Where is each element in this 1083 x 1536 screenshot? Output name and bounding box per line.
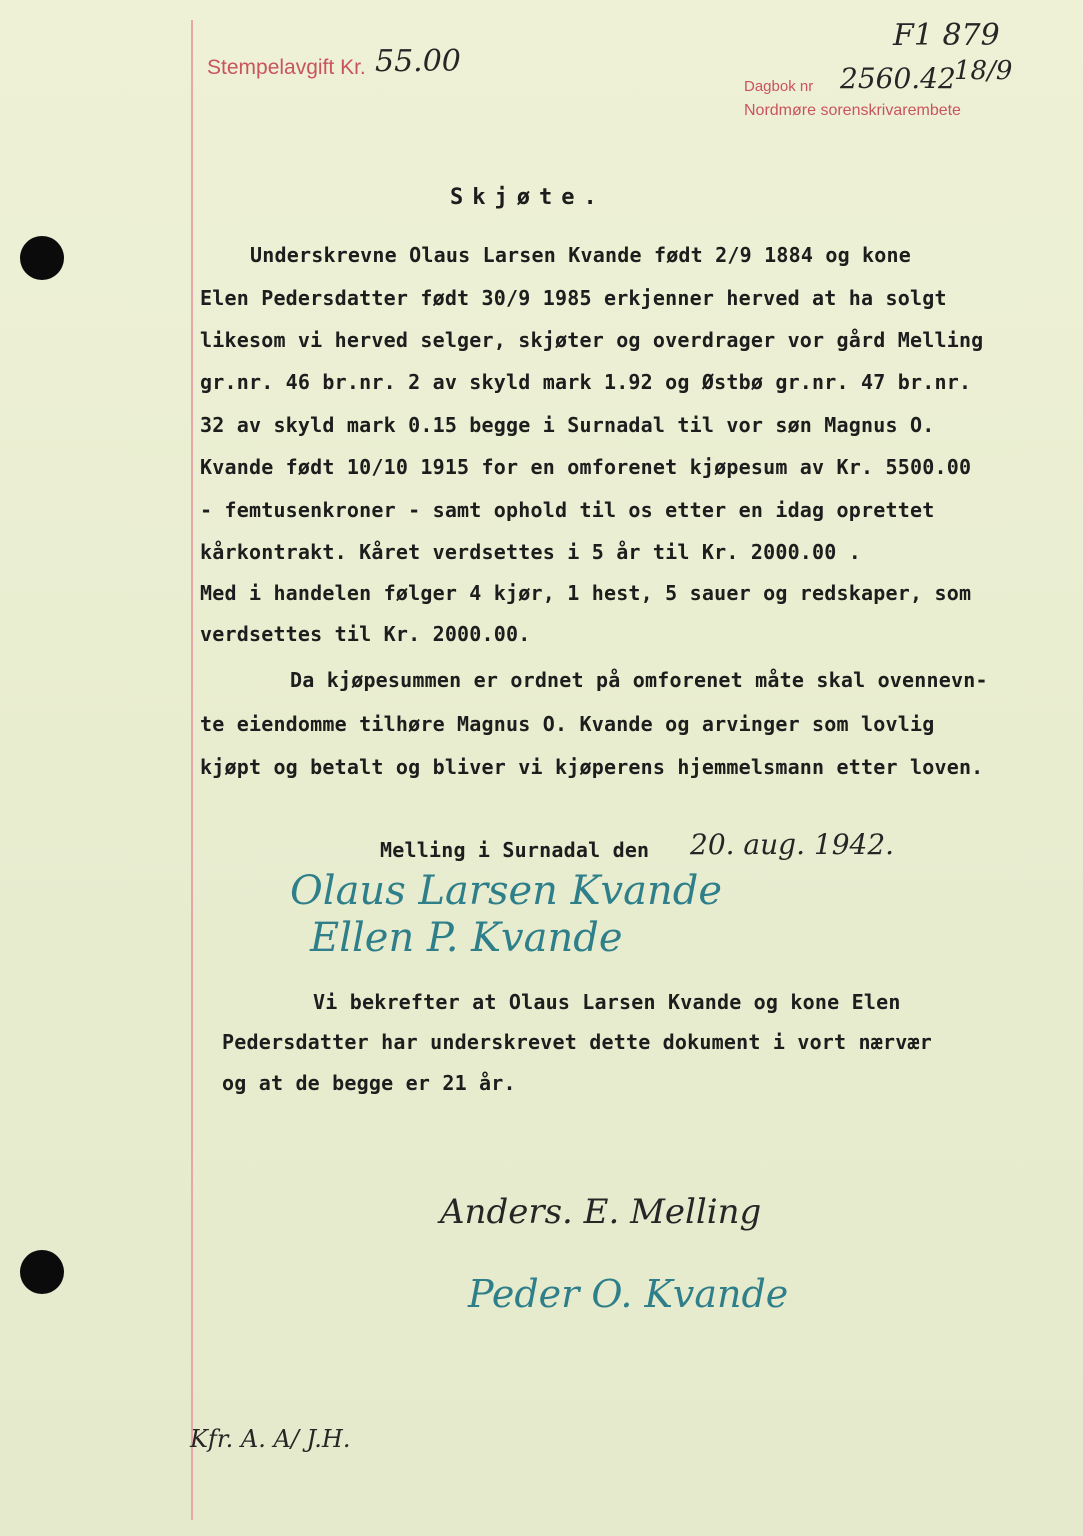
signature-witness: Anders. E. Melling (440, 1192, 762, 1232)
body-line: - femtusenkroner - samt ophold til os etter en idag oprettet (200, 498, 935, 522)
signature-seller: Ellen P. Kvande (310, 915, 623, 961)
footnote-reference: Kfr. A. A/ J.H. (190, 1425, 351, 1453)
body-line: likesom vi herved selger, skjøter og overdrager vor gård Melling (200, 328, 984, 352)
body-line: gr.nr. 46 br.nr. 2 av skyld mark 1.92 og Østbø gr.nr. 47 br.nr. (200, 370, 972, 394)
body-line: Elen Pedersdatter født 30/9 1985 erkjenner herved at ha solgt (200, 286, 947, 310)
signature-witness: Peder O. Kvande (468, 1272, 789, 1316)
body-line: kjøpt og betalt og bliver vi kjøperens hjemmelsmann etter loven. (200, 755, 984, 779)
margin-rule (191, 20, 193, 1520)
stamp-dagbok-date: 18/9 (954, 56, 1013, 86)
punch-hole (20, 1250, 64, 1294)
stamp-fee-label: Stempelavgift Kr. (207, 56, 366, 79)
witness-line: Vi bekrefter at Olaus Larsen Kvande og kone Elen (313, 990, 901, 1014)
body-line: te eiendomme tilhøre Magnus O. Kvande og arvinger som lovlig (200, 712, 935, 736)
body-line: Underskrevne Olaus Larsen Kvande født 2/9 1884 og kone (250, 243, 912, 267)
signature-seller: Olaus Larsen Kvande (290, 868, 723, 914)
body-line: Da kjøpesummen er ordnet på omforenet måte skal ovennevn- (290, 668, 988, 692)
body-line: Med i handelen følger 4 kjør, 1 hest, 5 sauer og redskaper, som (200, 581, 972, 605)
witness-line: Pedersdatter har underskrevet dette dokument i vort nærvær (222, 1030, 932, 1054)
punch-hole (20, 236, 64, 280)
stamp-office: Nordmøre sorenskrivarembete (744, 102, 961, 119)
place-line: Melling i Surnadal den (380, 838, 650, 862)
body-line: Kvande født 10/10 1915 for en omforenet kjøpesum av Kr. 5500.00 (200, 455, 972, 479)
stamp-dagbok-label: Dagbok nr (744, 78, 814, 95)
folio-number: F1 879 (893, 18, 1000, 53)
stamp-dagbok-number: 2560.42 (840, 62, 956, 95)
document-title: Skjøte. (450, 185, 606, 210)
witness-line: og at de begge er 21 år. (222, 1071, 516, 1095)
body-line: kårkontrakt. Kåret verdsettes i 5 år til Kr. 2000.00 . (200, 540, 862, 564)
place-date: 20. aug. 1942. (690, 828, 895, 861)
stamp-fee-value: 55.00 (375, 44, 461, 79)
body-line: verdsettes til Kr. 2000.00. (200, 622, 531, 646)
body-line: 32 av skyld mark 0.15 begge i Surnadal til vor søn Magnus O. (200, 413, 935, 437)
